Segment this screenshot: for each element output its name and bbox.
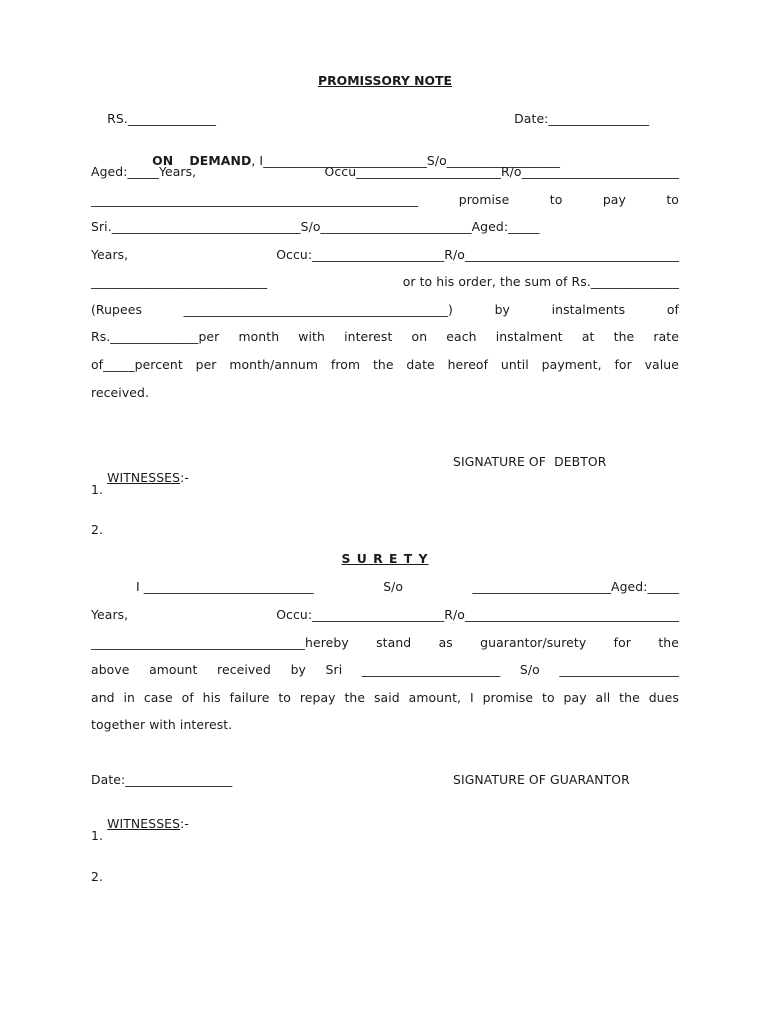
surety-word: stand <box>376 635 412 650</box>
body-word: by <box>494 302 510 317</box>
surety-word: Sri <box>325 662 343 677</box>
surety-word: above <box>91 662 130 677</box>
body-line <box>91 357 679 373</box>
surety-word: to <box>542 690 555 705</box>
body-word: the <box>372 357 394 372</box>
witness-2: 2. <box>91 522 104 537</box>
surety-line <box>91 690 679 706</box>
demand-word: DEMAND <box>189 153 252 168</box>
surety-word: by <box>290 662 306 677</box>
surety-line <box>136 579 679 595</box>
body-line <box>91 192 679 208</box>
body-word: on <box>411 329 428 344</box>
body-line <box>91 274 679 290</box>
body-word: payment, <box>541 357 602 372</box>
witness-1: 1. <box>91 482 104 497</box>
body-word: from <box>330 357 361 372</box>
body-word: the <box>613 329 635 344</box>
body-word: with <box>298 329 325 344</box>
body-word: Rs.______________per <box>91 329 220 344</box>
body-word: instalments <box>551 302 626 317</box>
body-word: to <box>549 192 563 207</box>
body-word: instalment <box>495 329 563 344</box>
surety-word: of <box>181 690 194 705</box>
surety-word: failure <box>229 690 270 705</box>
surety-word: ______________________ <box>361 662 501 677</box>
body-word: of <box>666 302 679 317</box>
body-word: (Rupees <box>91 302 143 317</box>
surety-word: pay <box>563 690 587 705</box>
body-line <box>91 302 679 318</box>
body-word: pay <box>602 192 626 207</box>
surety-line <box>91 662 679 678</box>
surety-word: Occu:_____________________R/o__________________________________ <box>276 607 679 622</box>
on-word: ON <box>152 153 174 168</box>
body-word: __________________________________________) <box>183 302 453 317</box>
body-word: to <box>666 192 679 207</box>
body-word: month <box>238 329 280 344</box>
signature-debtor: SIGNATURE OF DEBTOR <box>453 454 607 469</box>
surety-word: said <box>373 690 400 705</box>
surety-word: for <box>613 635 631 650</box>
surety-word: together with interest. <box>91 717 233 732</box>
surety-title: S U R E T Y <box>341 551 429 566</box>
body-word: date <box>406 357 435 372</box>
witnesses-label: WITNESSES <box>107 470 181 485</box>
surety-word: received <box>217 662 271 677</box>
surety-word: to <box>278 690 291 705</box>
surety-word: __________________________________hereby <box>91 635 349 650</box>
body-word: or to his order, the sum of Rs.______________ <box>402 274 679 289</box>
body-line <box>91 329 679 345</box>
witness2-2: 2. <box>91 869 104 884</box>
body-word: of_____percent <box>91 357 183 372</box>
surety-word: amount, <box>408 690 462 705</box>
witnesses-suffix: :- <box>180 470 189 485</box>
surety-word: in <box>123 690 135 705</box>
witnesses2-heading <box>91 800 679 831</box>
surety-line <box>91 607 679 623</box>
surety-word: S/o <box>383 579 404 594</box>
surety-word: dues <box>648 690 679 705</box>
surety-word: as <box>438 635 453 650</box>
body-word: Occu:_____________________R/o__________________________________ <box>276 247 679 262</box>
surety-word: the <box>658 635 679 650</box>
surety-line <box>91 635 679 651</box>
body-word: hereof <box>447 357 489 372</box>
body-word: per <box>195 357 217 372</box>
body-line <box>91 219 679 235</box>
body-word: received. <box>91 385 149 400</box>
body-word: each <box>446 329 477 344</box>
witness2-1: 1. <box>91 828 104 843</box>
surety-word: the <box>344 690 366 705</box>
surety-word: promise <box>482 690 534 705</box>
body-word: ____________________________________________________ <box>91 192 419 207</box>
body-word: Sri.______________________________S/o________________________Aged:_____ <box>91 219 540 234</box>
witnesses2-suffix: :- <box>180 816 189 831</box>
surety-word: ___________________ <box>559 662 679 677</box>
body-word: promise <box>458 192 510 207</box>
surety-word: and <box>91 690 115 705</box>
date-line <box>498 95 688 126</box>
surety-line <box>91 717 679 733</box>
surety-word: I <box>469 690 474 705</box>
on-demand-rest: , I__________________________S/o__________________ <box>251 153 561 168</box>
surety-word: all <box>595 690 611 705</box>
witnesses2-label: WITNESSES <box>107 816 181 831</box>
on-demand-line <box>136 137 686 168</box>
surety-word: S/o <box>519 662 540 677</box>
surety-word: amount <box>149 662 198 677</box>
signature-guarantor: SIGNATURE OF GUARANTOR <box>453 772 630 787</box>
body-word: for <box>614 357 632 372</box>
surety-word: Years, <box>91 607 129 622</box>
body-line <box>91 385 679 401</box>
surety-word: repay <box>299 690 336 705</box>
body-word: Aged:_____Years, <box>91 164 197 179</box>
body-line <box>91 247 679 263</box>
body-word: rate <box>653 329 679 344</box>
surety-word: his <box>202 690 221 705</box>
body-word: until <box>500 357 529 372</box>
surety-word: case <box>143 690 173 705</box>
date-guarantor: Date:_________________ <box>91 772 233 787</box>
body-word: ____________________________ <box>91 274 268 289</box>
surety-word: I ___________________________ <box>136 579 314 594</box>
date-field: Date:________________ <box>514 111 650 126</box>
surety-word: ______________________Aged:_____ <box>472 579 679 594</box>
body-word: Years, <box>91 247 129 262</box>
rs-field: RS.______________ <box>107 111 217 126</box>
body-word: interest <box>344 329 393 344</box>
body-word: Occu_______________________R/o_________________________ <box>324 164 679 179</box>
surety-word: the <box>619 690 640 705</box>
body-word: month/annum <box>229 357 319 372</box>
document-title: PROMISSORY NOTE <box>318 73 452 88</box>
body-line <box>91 164 679 180</box>
body-word: value <box>644 357 679 372</box>
body-word: at <box>581 329 595 344</box>
surety-word: guarantor/surety <box>480 635 587 650</box>
